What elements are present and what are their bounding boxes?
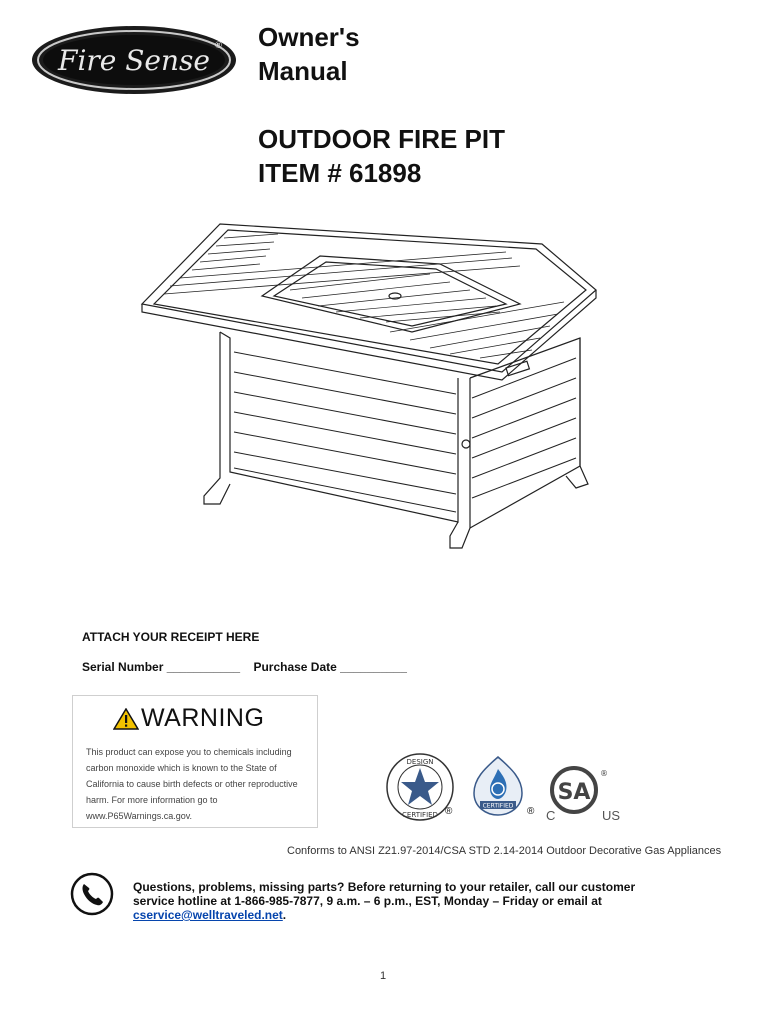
title-line-2: Manual <box>258 56 348 86</box>
support-email-link[interactable]: cservice@welltraveled.net <box>133 908 283 922</box>
registered-mark: ® <box>445 806 453 817</box>
svg-text:CERTIFIED: CERTIFIED <box>402 811 438 819</box>
prop65-warning-box <box>72 695 318 828</box>
certified-flame-badge <box>470 755 526 817</box>
warning-heading <box>113 704 264 733</box>
phone-icon <box>70 872 114 916</box>
page-number: 1 <box>380 970 387 982</box>
csa-certification-mark <box>548 762 608 818</box>
logo-wordmark: Fire Sense <box>58 44 210 77</box>
warning-title: WARNING <box>141 704 265 732</box>
svg-text:DESIGN: DESIGN <box>406 758 434 766</box>
svg-text:CERTIFIED: CERTIFIED <box>482 802 514 810</box>
product-heading <box>258 122 505 190</box>
serial-purchase-line: Serial Number ___________ Purchase Date __________ <box>82 660 407 674</box>
csa-us-label: US <box>602 808 621 823</box>
fire-sense-logo <box>30 24 238 96</box>
svg-text:®: ® <box>600 769 608 778</box>
warning-text: This product can expose you to chemicals including carbon monoxide which is known to the State of California to cause birth defects or other reproductive harm. For more information go to www.P65Warnings.ca.gov. <box>86 747 298 821</box>
registered-mark: ® <box>527 806 535 817</box>
svg-text:SA: SA <box>557 780 591 805</box>
attach-receipt-heading: ATTACH YOUR RECEIPT HERE <box>82 630 260 644</box>
svg-text:®: ® <box>214 41 223 51</box>
support-text: Questions, problems, missing parts? Before returning to your retailer, call our customer service hotline at 1-866-985-7877, 9 a.m. – 6 p.m., EST, Monday – Friday or email at <box>133 880 636 908</box>
product-item-number: ITEM # 61898 <box>258 158 422 188</box>
fire-pit-illustration <box>140 222 600 562</box>
title-line-1: Owner's <box>258 22 360 52</box>
csa-c-label: C <box>546 808 556 823</box>
warning-triangle-icon <box>113 708 139 730</box>
support-contact-text: Questions, problems, missing parts? Before returning to your retailer, call our customer service hotline at 1-866-985-7877, 9 a.m. – 6 p.m., EST, Monday – Friday or email at cservice@welltraveled.net. <box>133 880 636 922</box>
product-type: OUTDOOR FIRE PIT <box>258 124 505 154</box>
standards-conformance-text: Conforms to ANSI Z21.97-2014/CSA STD 2.14-2014 Outdoor Decorative Gas Appliances <box>287 845 722 857</box>
document-title <box>258 20 360 88</box>
